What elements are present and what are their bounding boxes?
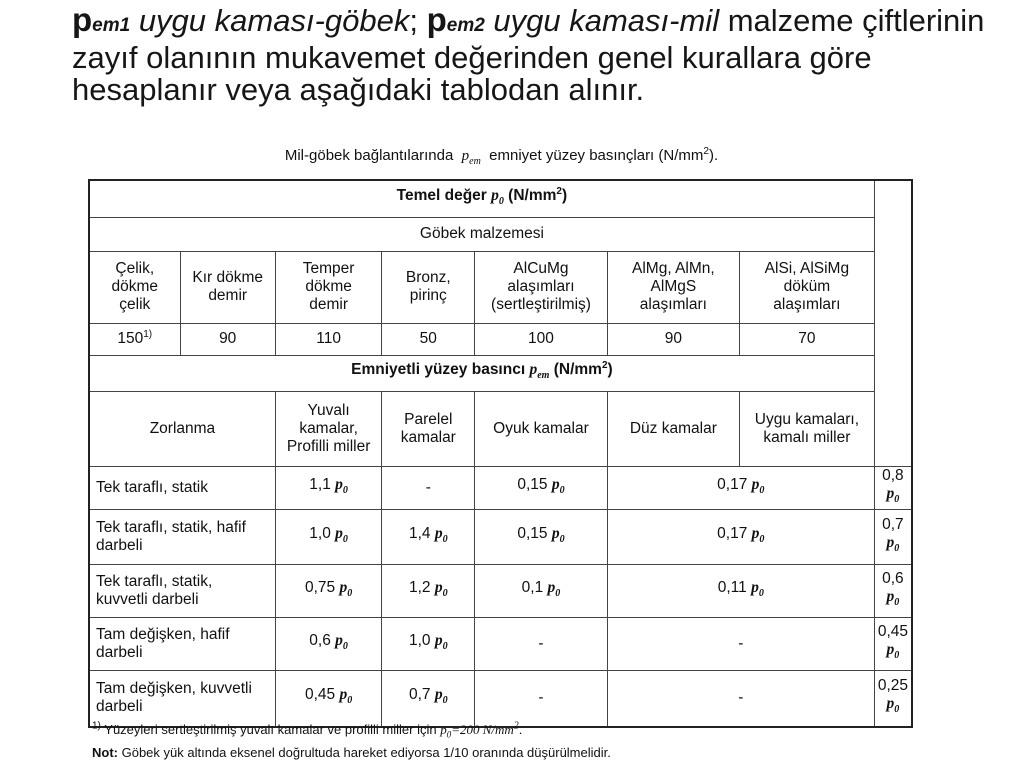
material-label: döküm: [783, 278, 831, 295]
pressure-cell: [475, 466, 608, 509]
load-case-label: [89, 509, 275, 564]
column-header: [89, 391, 275, 466]
heading-separator: ;: [409, 3, 427, 38]
p0-symbol: p: [751, 475, 760, 493]
pressure-value: 1,1: [309, 475, 331, 493]
group-header: [89, 217, 874, 251]
p0-symbol: p: [339, 686, 348, 704]
material-label: AlMgS: [650, 278, 697, 295]
material-label: Kır dökme: [192, 269, 264, 286]
pressure-value: 0,45: [305, 686, 336, 704]
p0-symbol: p: [751, 578, 759, 596]
pressure-cell: [874, 670, 912, 727]
pressure-value: 0,1: [521, 578, 544, 596]
material-label: demir: [309, 296, 348, 313]
load-case-text: kuvvetli darbeli: [96, 590, 199, 608]
base-value-cell: [475, 323, 608, 355]
load-case-label: [89, 617, 275, 670]
heading-symbol-p: p: [72, 1, 93, 38]
base-value: 70: [798, 330, 816, 347]
pressure-title-text: ): [607, 360, 613, 378]
column-header-text: Profilli miller: [286, 437, 371, 455]
pressure-value: 0,8: [882, 466, 904, 484]
base-value-cell: [607, 323, 739, 355]
p0-symbol: p: [434, 524, 443, 542]
material-label: dökme: [305, 278, 352, 295]
pressure-value: 1,0: [408, 631, 431, 649]
column-header-text: kamalar: [400, 428, 456, 446]
material-label: dökme: [111, 278, 159, 295]
material-cell: [89, 251, 180, 323]
base-value: 110: [316, 330, 341, 347]
column-header-text: Oyuk kamalar: [493, 419, 589, 437]
base-value-title-text: ): [561, 186, 568, 204]
pressure-value: 1,0: [309, 524, 331, 542]
p0-subscript: 0: [342, 533, 348, 545]
pressure-cell: [275, 617, 381, 670]
base-value-cell: [739, 323, 874, 355]
note: [92, 744, 611, 761]
pressure-cell: [475, 564, 608, 617]
pressure-title-subscript: em: [537, 370, 550, 382]
material-label: AlMg, AlMn,: [632, 260, 715, 277]
material-label: alaşımları: [507, 278, 575, 295]
load-case-text: Tek taraflı, statik: [96, 478, 208, 496]
p0-subscript: 0: [559, 484, 565, 496]
material-label: (sertleştirilmiş): [491, 296, 591, 313]
load-case-text: darbeli: [96, 536, 143, 554]
material-label: alaşımları: [773, 296, 841, 313]
caption-text: Mil-göbek bağlantılarında: [284, 147, 454, 164]
caption-superscript: 2: [703, 146, 709, 157]
material-label: Bronz,: [405, 269, 451, 286]
p0-subscript: 0: [442, 640, 448, 652]
p0-subscript: 0: [894, 596, 900, 608]
material-cell: [275, 251, 381, 323]
pressure-cell: [382, 509, 475, 564]
base-value: 50: [419, 330, 437, 347]
footnote-text: .: [518, 722, 523, 737]
pressure-value: 0,6: [882, 569, 904, 587]
pressure-title-symbol: p: [529, 360, 538, 378]
column-header-text: kamalı miller: [763, 428, 851, 446]
pressure-cell: [275, 564, 381, 617]
p0-symbol: p: [751, 524, 760, 542]
material-label: pirinç: [409, 287, 447, 304]
column-header: [475, 391, 608, 466]
table-caption: [90, 147, 913, 167]
heading-body-text: malzeme çiftlerinin zayıf olanının mukavemet değerinden genel kurallara göre hesaplanır veya aşağıdaki tablodan alınır.: [72, 3, 985, 107]
load-case-label: [89, 564, 275, 617]
p0-symbol: p: [886, 695, 895, 713]
pressure-value: 1,2: [408, 578, 431, 596]
base-value-title-text: Temel değer: [396, 186, 492, 204]
pressure-value: 0,15: [517, 524, 548, 542]
pressure-cell: [607, 564, 874, 617]
column-header: [607, 391, 739, 466]
pressure-title-text: Emniyetli yüzey basıncı: [351, 360, 530, 378]
material-label: AlSi, AlSiMg: [764, 260, 850, 277]
materials-row: [89, 251, 912, 323]
pressure-cell: [607, 509, 874, 564]
footnote-text: Yüzeyleri sertleştirilmiş yuvalı kamalar ve profilli miller için: [100, 722, 441, 737]
p0-subscript: 0: [342, 484, 348, 496]
caption-subscript: em: [469, 156, 481, 167]
load-case-label: [89, 670, 275, 727]
p0-subscript: 0: [894, 542, 900, 554]
pressure-value: 0,17: [717, 475, 748, 493]
column-header: [275, 391, 381, 466]
load-case-text: darbeli: [96, 643, 143, 661]
pressure-title-row: [89, 355, 912, 391]
pressure-value: 0,75: [305, 578, 336, 596]
pressure-value: -: [738, 634, 744, 652]
footnote-mark: 1): [92, 720, 101, 732]
pressure-value: 0,6: [309, 631, 331, 649]
p0-subscript: 0: [347, 695, 353, 707]
material-cell: [382, 251, 475, 323]
p0-symbol: p: [886, 640, 895, 658]
pressure-value: 0,7: [882, 515, 904, 533]
table-row: [89, 617, 912, 670]
base-value-title-symbol: p: [491, 186, 499, 204]
base-values-row: [89, 323, 912, 355]
pressure-value: -: [738, 689, 744, 707]
pressure-value: 0,7: [408, 686, 431, 704]
pressure-value: -: [538, 689, 544, 707]
table-row: [89, 466, 912, 509]
base-value-title: [89, 180, 874, 217]
caption-text: ).: [708, 147, 719, 164]
pressure-value: 0,11: [717, 578, 747, 596]
material-label: çelik: [119, 296, 151, 313]
p0-symbol: p: [551, 524, 560, 542]
pressure-value: 1,4: [408, 524, 431, 542]
load-case-text: Tek taraflı, statik,: [96, 572, 213, 590]
column-header-text: Düz kamalar: [629, 419, 717, 437]
base-value-cell: [275, 323, 381, 355]
caption-symbol: p: [461, 148, 470, 164]
p0-subscript: 0: [894, 649, 900, 661]
pressure-cell: [475, 670, 608, 727]
table-row: [89, 509, 912, 564]
material-label: AlCuMg: [513, 260, 569, 277]
p0-symbol: p: [551, 475, 560, 493]
p0-subscript: 0: [894, 704, 900, 716]
column-header: [382, 391, 475, 466]
heading-subscript: em2: [446, 15, 485, 36]
base-value: 100: [528, 330, 554, 347]
pressure-cell: [607, 617, 874, 670]
material-label: demir: [208, 287, 248, 304]
material-label: Temper: [302, 260, 355, 277]
heading-italic-text: uygu kaması-göbek: [130, 3, 410, 38]
p0-subscript: 0: [442, 533, 448, 545]
pressure-cell: [275, 466, 381, 509]
pressure-cell: [275, 670, 381, 727]
base-value-cell: [382, 323, 475, 355]
pressure-value: 0,25: [877, 677, 908, 695]
pressure-cell: [874, 617, 912, 670]
heading-symbol-p: p: [426, 1, 447, 38]
p0-subscript: 0: [758, 587, 764, 599]
load-case-text: Tam değişken, kuvvetli: [96, 680, 252, 698]
p0-subscript: 0: [559, 533, 565, 545]
p0-subscript: 0: [347, 587, 353, 599]
base-value-cell: [180, 323, 275, 355]
base-value-title-subscript: 0: [498, 195, 504, 207]
table-notes: [92, 721, 611, 761]
pressure-cell: [874, 564, 912, 617]
p0-symbol: p: [886, 587, 895, 605]
footnote-value: =200 N/mm: [451, 722, 514, 737]
group-header-text: Göbek malzemesi: [419, 225, 544, 242]
p0-subscript: 0: [442, 587, 448, 599]
p0-subscript: 0: [759, 484, 765, 496]
base-value: 150: [117, 330, 144, 347]
p0-subscript: 0: [442, 695, 448, 707]
p0-symbol: p: [335, 631, 343, 649]
footnote-mark: 1): [143, 328, 153, 340]
pressure-cell: [382, 670, 475, 727]
load-case-text: Tam değişken, hafif: [96, 625, 230, 643]
p0-subscript: 0: [894, 493, 900, 505]
footnote-superscript: 2: [513, 720, 519, 732]
pressure-cell: [607, 670, 874, 727]
p0-symbol: p: [434, 578, 443, 596]
column-header-text: Parelel: [404, 410, 453, 428]
pressure-cell: [382, 564, 475, 617]
material-cell: [475, 251, 608, 323]
pressure-cell: [382, 466, 475, 509]
column-header-text: Yuvalı: [307, 401, 350, 419]
column-header: [739, 391, 874, 466]
base-value-cell: [89, 323, 180, 355]
base-value: 90: [219, 330, 237, 347]
pressure-cell: [874, 509, 912, 564]
table-row: [89, 564, 912, 617]
p0-subscript: 0: [555, 587, 561, 599]
footnote: [92, 721, 611, 744]
pressure-value: -: [538, 634, 544, 652]
column-header-text: Uygu kamaları,: [754, 410, 859, 428]
p0-subscript: 0: [759, 533, 765, 545]
material-cell: [180, 251, 275, 323]
group-header-row: [89, 217, 912, 251]
pressure-title: [89, 355, 874, 391]
pressure-cell: [382, 617, 475, 670]
pressure-title-text: (N/mm: [549, 360, 602, 378]
column-header-row: [89, 391, 912, 466]
pressure-value: -: [425, 478, 431, 496]
pressure-cell: [475, 617, 608, 670]
pressure-cell: [607, 466, 874, 509]
pressure-cell: [475, 509, 608, 564]
footnote-subscript: 0: [446, 729, 452, 740]
p0-symbol: p: [335, 524, 343, 542]
table-row: [89, 670, 912, 727]
pressure-table: [88, 179, 913, 728]
p0-symbol: p: [434, 686, 443, 704]
pressure-cell: [275, 509, 381, 564]
base-value-title-row: [89, 180, 912, 217]
pressure-value: 0,15: [517, 475, 548, 493]
caption-text: emniyet yüzey basınçları (N/mm: [489, 147, 704, 164]
base-value-title-text: (N/mm: [503, 186, 557, 204]
pressure-value: 0,17: [717, 524, 748, 542]
heading-italic-text: uygu kaması-mil: [484, 3, 720, 38]
material-label: alaşımları: [639, 296, 707, 313]
footnote-symbol: p: [440, 722, 447, 737]
p0-subscript: 0: [342, 640, 348, 652]
p0-symbol: p: [434, 631, 443, 649]
note-label: Not:: [92, 744, 118, 760]
column-header-text: kamalar,: [299, 419, 358, 437]
page-heading: [72, 1, 1002, 107]
p0-symbol: p: [547, 578, 556, 596]
p0-symbol: p: [339, 578, 348, 596]
load-case-text: darbeli: [96, 698, 143, 716]
base-value: 90: [664, 330, 682, 347]
note-text: Göbek yük altında eksenel doğrultuda hareket ediyorsa 1/10 oranında düşürülmelidir.: [118, 744, 611, 760]
p0-symbol: p: [886, 484, 895, 502]
pressure-cell: [874, 466, 912, 509]
column-header-text: Zorlanma: [149, 419, 216, 437]
pressure-title-superscript: 2: [601, 359, 608, 371]
load-case-label: [89, 466, 275, 509]
heading-subscript: em1: [92, 15, 131, 36]
p0-symbol: p: [886, 533, 895, 551]
load-case-text: Tek taraflı, statik, hafif: [96, 518, 246, 536]
material-label: Çelik,: [115, 260, 155, 277]
material-cell: [607, 251, 739, 323]
material-cell: [739, 251, 874, 323]
p0-symbol: p: [335, 475, 343, 493]
base-value-title-superscript: 2: [556, 185, 562, 197]
pressure-value: 0,45: [877, 622, 908, 640]
